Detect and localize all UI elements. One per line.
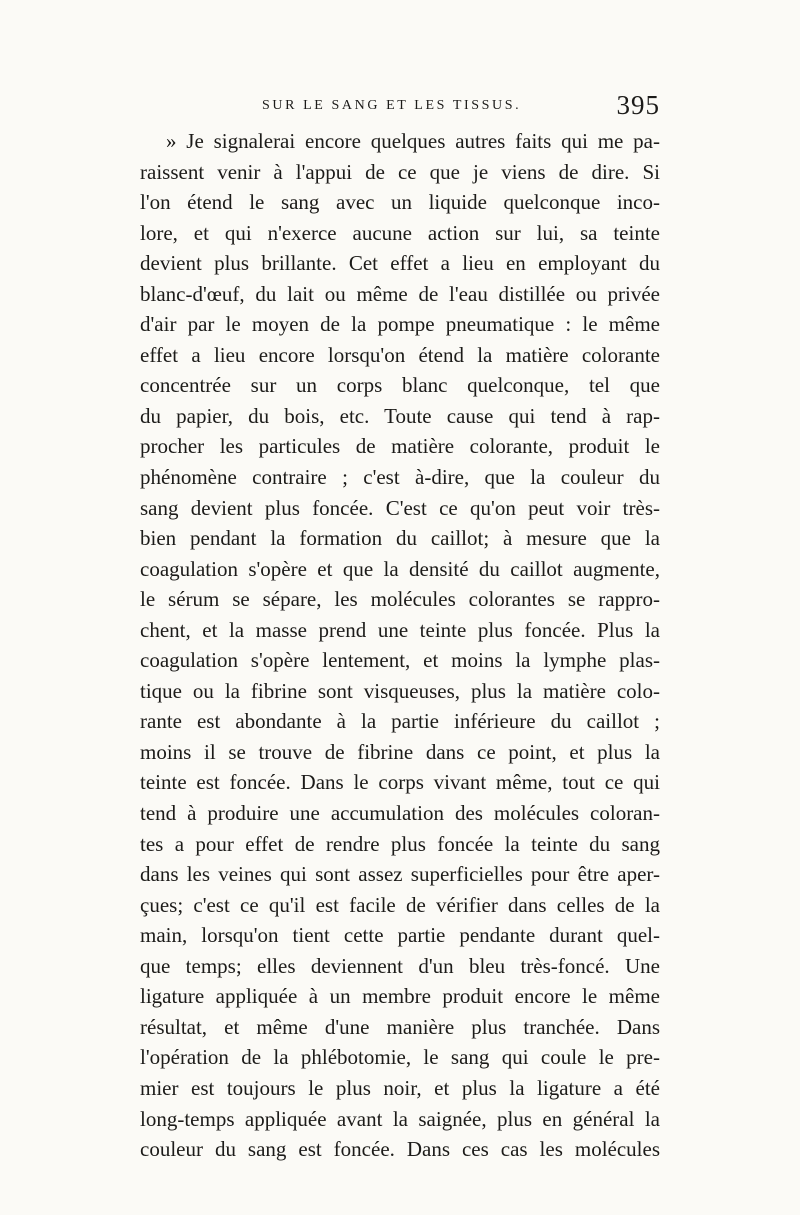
text-line: rante est abondante à la partie inférieure du caillot ; (140, 709, 660, 734)
text-line: procher les particules de matière colorante, produit le (140, 434, 660, 459)
text-line: main, lorsqu'on tient cette partie pendante durant quel- (140, 923, 660, 948)
text-line: couleur du sang est foncée. Dans ces cas les molécules (140, 1137, 660, 1162)
text-line: l'opération de la phlébotomie, le sang qui coule le pre- (140, 1045, 660, 1070)
text-line: bien pendant la formation du caillot; à mesure que la (140, 526, 660, 551)
text-line: coagulation s'opère et que la densité du caillot augmente, (140, 556, 660, 581)
text-line: çues; c'est ce qu'il est facile de vérifier dans celles de la (140, 892, 660, 917)
text-line: devient plus brillante. Cet effet a lieu en employant du (140, 251, 660, 276)
text-line: résultat, et même d'une manière plus tranchée. Dans (140, 1014, 660, 1039)
text-line: long-temps appliquée avant la saignée, plus en général la (140, 1106, 660, 1131)
text-line: phénomène contraire ; c'est à-dire, que la couleur du (140, 465, 660, 490)
text-line: blanc-d'œuf, du lait ou même de l'eau distillée ou privée (140, 281, 660, 306)
text-line: tend à produire une accumulation des molécules coloran- (140, 801, 660, 826)
text-line: dans les veines qui sont assez superficielles pour être aper- (140, 862, 660, 887)
text-line: ligature appliquée à un membre produit encore le même (140, 984, 660, 1009)
text-line: que temps; elles deviennent d'un bleu très-foncé. Une (140, 953, 660, 978)
text-line: mier est toujours le plus noir, et plus la ligature a été (140, 1075, 660, 1100)
running-head (140, 90, 660, 126)
text-line: chent, et la masse prend une teinte plus foncée. Plus la (140, 617, 660, 642)
text-line: sang devient plus foncée. C'est ce qu'on peut voir très- (140, 495, 660, 520)
text-line: tes a pour effet de rendre plus foncée la teinte du sang (140, 831, 660, 856)
text-line: raissent venir à l'appui de ce que je viens de dire. Si (140, 159, 660, 184)
text-line: du papier, du bois, etc. Toute cause qui tend à rap- (140, 403, 660, 428)
text-line: tique ou la fibrine sont visqueuses, plus la matière colo- (140, 678, 660, 703)
text-line: le sérum se sépare, les molécules colorantes se rappro- (140, 587, 660, 612)
text-line: coagulation s'opère lentement, et moins la lymphe plas- (140, 648, 660, 673)
text-line: » Je signalerai encore quelques autres faits qui me pa- (166, 129, 660, 153)
text-line: l'on étend le sang avec un liquide quelconque inco- (140, 190, 660, 215)
text-line: d'air par le moyen de la pompe pneumatique : le même (140, 312, 660, 337)
text-line: moins il se trouve de fibrine dans ce point, et plus la (140, 739, 660, 764)
page-number: 395 (616, 90, 660, 120)
text-line: lore, et qui n'exerce aucune action sur lui, sa teinte (140, 220, 660, 245)
text-line: concentrée sur un corps blanc quelconque, tel que (140, 373, 660, 398)
text-line: effet a lieu encore lorsqu'on étend la matière colorante (140, 342, 660, 367)
running-title: SUR LE SANG ET LES TISSUS. (262, 98, 522, 113)
body-text (140, 126, 660, 1165)
text-line: teinte est foncée. Dans le corps vivant même, tout ce qui (140, 770, 660, 795)
